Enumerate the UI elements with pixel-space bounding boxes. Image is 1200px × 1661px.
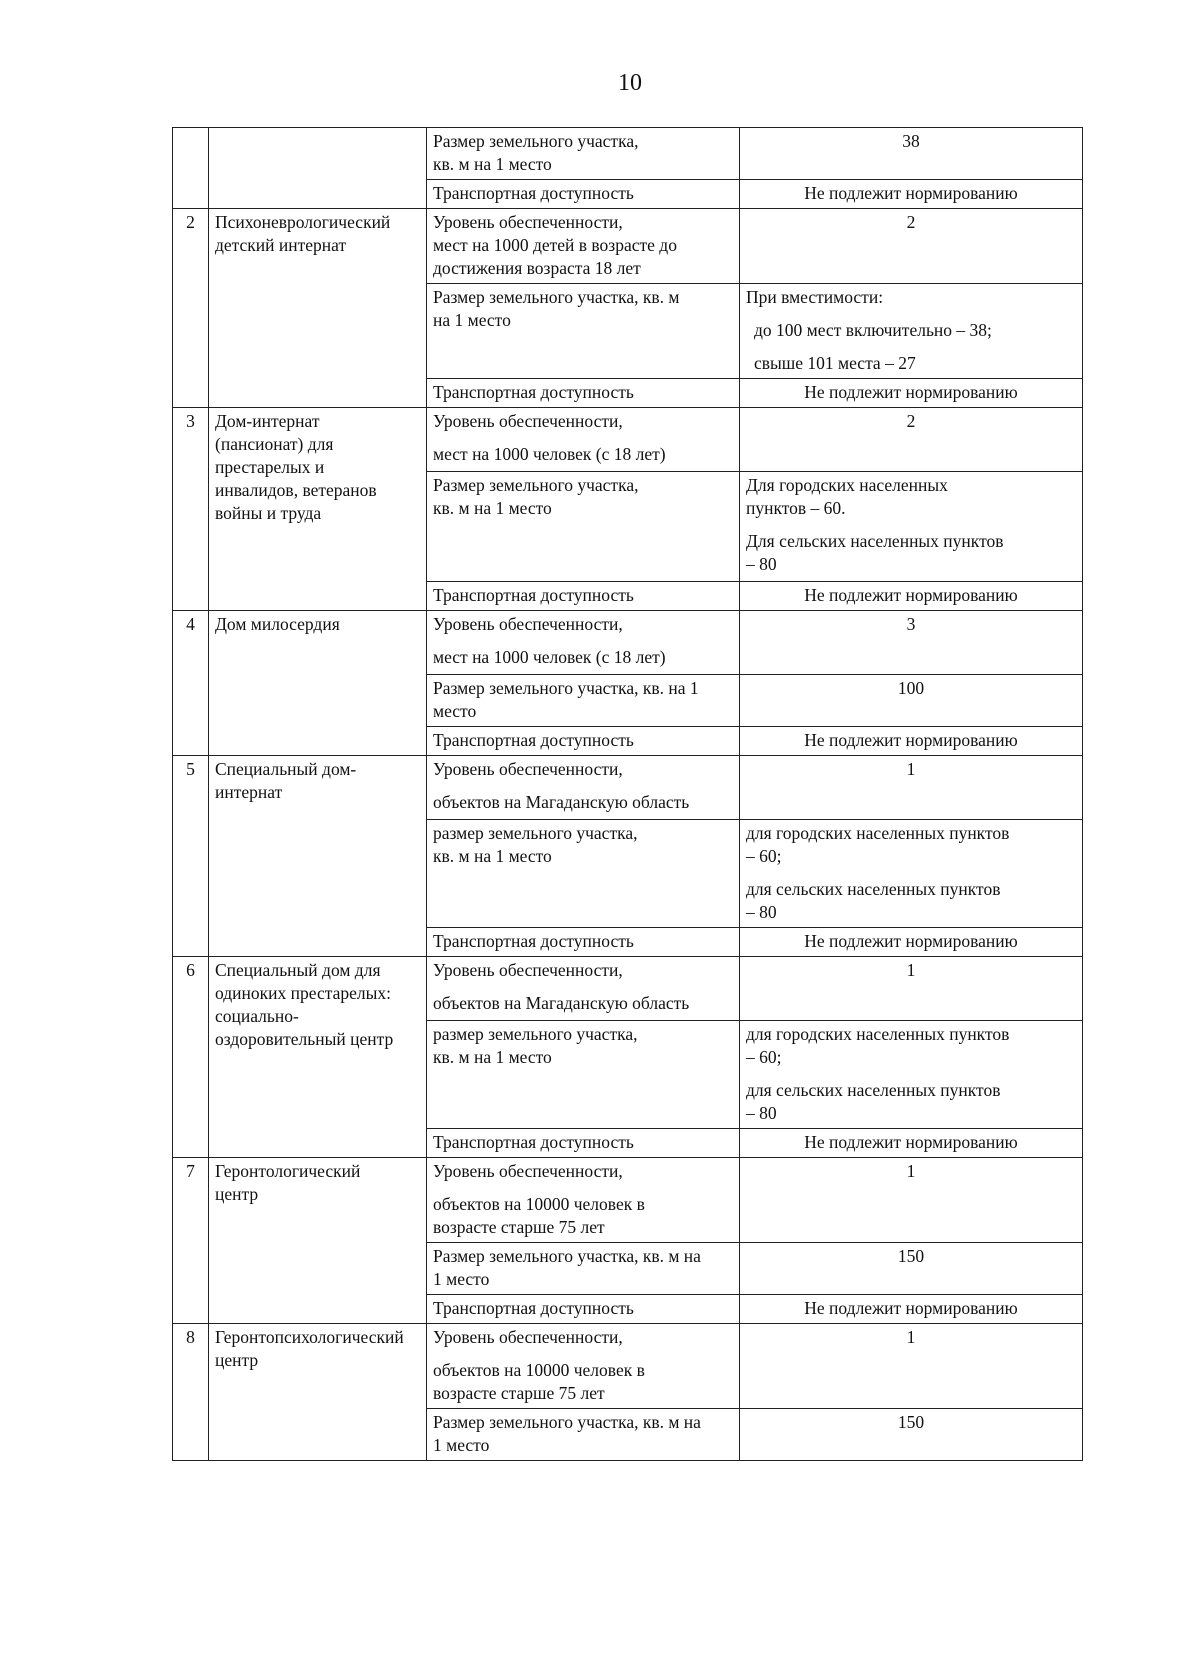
value-cell: Не подлежит нормированию (740, 582, 1083, 611)
value-cell: 3 (740, 611, 1083, 675)
value-cell: Не подлежит нормированию (740, 1295, 1083, 1324)
indicator-cell: Транспортная доступность (427, 1129, 740, 1158)
object-name-cell: Дом милосердия (209, 611, 427, 756)
value-cell: При вместимости: до 100 мест включительно – 38; свыше 101 места – 27 (740, 284, 1083, 379)
table-row (173, 209, 1083, 284)
indicator-cell: Уровень обеспеченности, объектов на Магаданскую область (427, 957, 740, 1021)
value-cell: для городских населенных пунктов – 60; для сельских населенных пунктов – 80 (740, 1021, 1083, 1129)
value-cell: 2 (740, 408, 1083, 472)
value-cell: Не подлежит нормированию (740, 727, 1083, 756)
indicator-cell: Размер земельного участка, кв. на 1 место (427, 675, 740, 727)
object-name-cell (209, 128, 427, 209)
object-name-cell: Специальный дом для одиноких престарелых: социально- оздоровительный центр (209, 957, 427, 1158)
indicator-cell: Размер земельного участка, кв. м на 1 место (427, 128, 740, 180)
table-row (173, 1158, 1083, 1243)
indicator-cell: Транспортная доступность (427, 180, 740, 209)
object-name-cell: Специальный дом- интернат (209, 756, 427, 957)
table-row (173, 957, 1083, 1021)
indicator-cell: Транспортная доступность (427, 928, 740, 957)
value-cell: 150 (740, 1243, 1083, 1295)
indicator-cell: Транспортная доступность (427, 1295, 740, 1324)
table-row (173, 408, 1083, 472)
table-row (173, 611, 1083, 675)
row-number-cell: 8 (173, 1324, 209, 1461)
indicator-cell: размер земельного участка, кв. м на 1 место (427, 820, 740, 928)
value-cell: 1 (740, 756, 1083, 820)
indicator-cell: Уровень обеспеченности, мест на 1000 детей в возрасте до достижения возраста 18 лет (427, 209, 740, 284)
row-number-cell: 5 (173, 756, 209, 957)
row-number-cell: 6 (173, 957, 209, 1158)
object-name-cell: Геронтологический центр (209, 1158, 427, 1324)
value-cell: 38 (740, 128, 1083, 180)
value-cell: 100 (740, 675, 1083, 727)
object-name-cell: Геронтопсихологический центр (209, 1324, 427, 1461)
value-cell: Для городских населенных пунктов – 60. Для сельских населенных пунктов – 80 (740, 472, 1083, 582)
table-row (173, 756, 1083, 820)
indicator-cell: Размер земельного участка, кв. м на 1 место (427, 284, 740, 379)
norms-table (172, 127, 1083, 1461)
row-number-cell: 3 (173, 408, 209, 611)
indicator-cell: размер земельного участка, кв. м на 1 место (427, 1021, 740, 1129)
indicator-cell: Размер земельного участка, кв. м на 1 место (427, 1409, 740, 1461)
indicator-cell: Уровень обеспеченности, объектов на Магаданскую область (427, 756, 740, 820)
value-cell: 1 (740, 1324, 1083, 1409)
indicator-cell: Транспортная доступность (427, 727, 740, 756)
value-cell: для городских населенных пунктов – 60; для сельских населенных пунктов – 80 (740, 820, 1083, 928)
indicator-cell: Уровень обеспеченности, мест на 1000 человек (с 18 лет) (427, 408, 740, 472)
value-cell: Не подлежит нормированию (740, 928, 1083, 957)
value-cell: 150 (740, 1409, 1083, 1461)
value-cell: 1 (740, 957, 1083, 1021)
row-number-cell (173, 128, 209, 209)
value-cell: Не подлежит нормированию (740, 1129, 1083, 1158)
row-number-cell: 2 (173, 209, 209, 408)
indicator-cell: Транспортная доступность (427, 379, 740, 408)
table-row (173, 128, 1083, 180)
indicator-cell: Уровень обеспеченности, мест на 1000 человек (с 18 лет) (427, 611, 740, 675)
indicator-cell: Транспортная доступность (427, 582, 740, 611)
object-name-cell: Дом-интернат (пансионат) для престарелых и инвалидов, ветеранов войны и труда (209, 408, 427, 611)
page-number: 10 (618, 70, 642, 96)
row-number-cell: 4 (173, 611, 209, 756)
indicator-cell: Уровень обеспеченности, объектов на 10000 человек в возрасте старше 75 лет (427, 1158, 740, 1243)
value-cell: 2 (740, 209, 1083, 284)
object-name-cell: Психоневрологический детский интернат (209, 209, 427, 408)
value-cell: Не подлежит нормированию (740, 180, 1083, 209)
value-cell: 1 (740, 1158, 1083, 1243)
row-number-cell: 7 (173, 1158, 209, 1324)
indicator-cell: Размер земельного участка, кв. м на 1 место (427, 1243, 740, 1295)
table-row (173, 1324, 1083, 1409)
value-cell: Не подлежит нормированию (740, 379, 1083, 408)
indicator-cell: Уровень обеспеченности, объектов на 10000 человек в возрасте старше 75 лет (427, 1324, 740, 1409)
indicator-cell: Размер земельного участка, кв. м на 1 место (427, 472, 740, 582)
